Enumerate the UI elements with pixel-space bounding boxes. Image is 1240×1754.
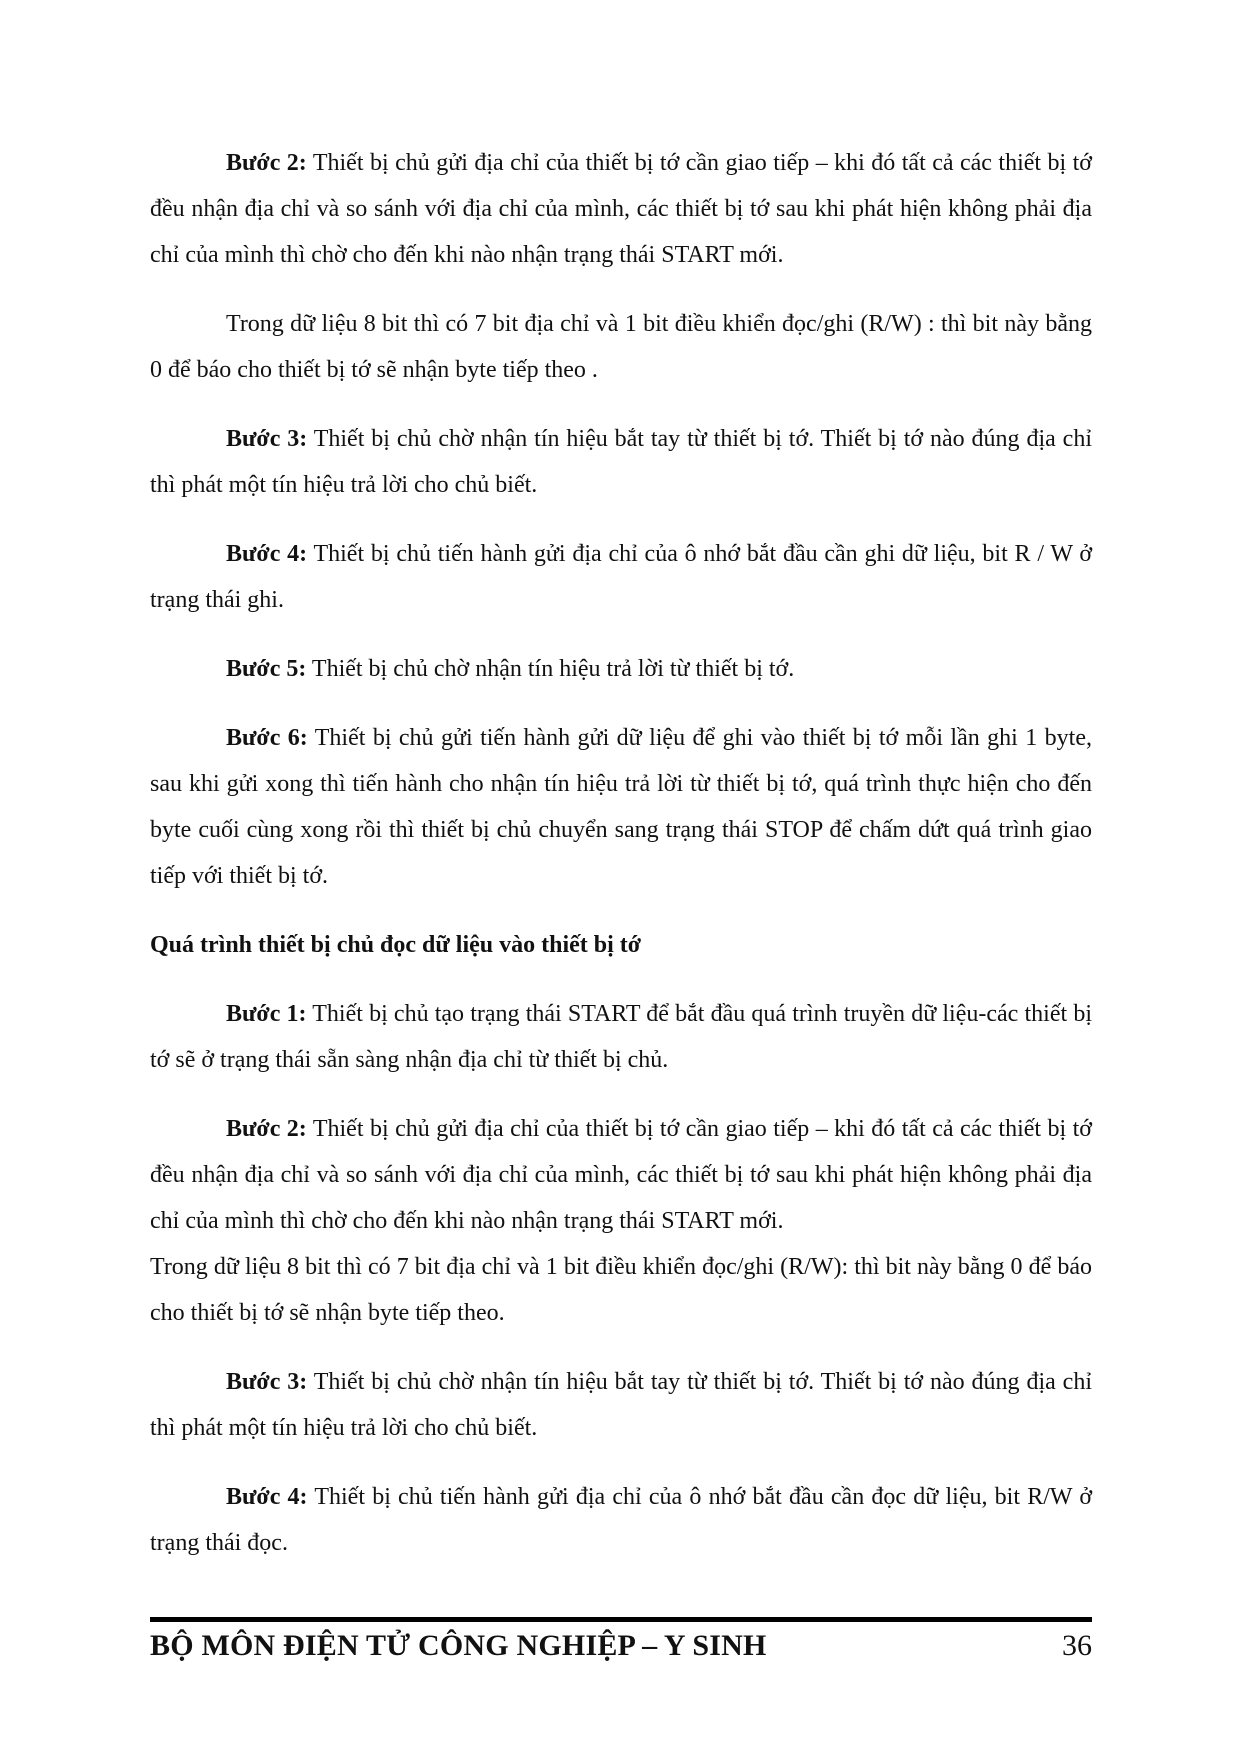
step-label: Bước 1: [226,1001,307,1027]
step-text: Thiết bị chủ gửi tiến hành gửi dữ liệu để ghi vào thiết bị tớ mỗi lần ghi 1 byte, sau khi gửi xong thì tiến hành cho nhận tín hiệu trả lời từ thiết bị tớ, quá trình thực hiện cho đến byte cuối cùng xong rồi thì thiết bị chủ chuyển sang trạng thái STOP để chấm dứt quá trình giao tiếp với thiết bị tớ. [150,725,1092,889]
footer-rule [150,1617,1092,1622]
step-text: Thiết bị chủ chờ nhận tín hiệu bắt tay từ thiết bị tớ. Thiết bị tớ nào đúng địa chỉ thì phát một tín hiệu trả lời cho chủ biết. [150,426,1092,498]
step-text: Thiết bị chủ chờ nhận tín hiệu trả lời từ thiết bị tớ. [306,656,795,682]
page-footer [150,1624,1092,1668]
step-text: Thiết bị chủ gửi địa chỉ của thiết bị tớ cần giao tiếp – khi đó tất cả các thiết bị tớ đều nhận địa chỉ và so sánh với địa chỉ của mình, các thiết bị tớ sau khi phát hiện không phải địa chỉ của mình thì chờ cho đến khi nào nhận trạng thái START mới. [150,1116,1093,1234]
step-text: Thiết bị chủ tạo trạng thái START để bắt đầu quá trình truyền dữ liệu-các thiết bị tớ sẽ ở trạng thái sẵn sàng nhận địa chỉ từ thiết bị chủ. [150,1001,1092,1073]
read-step-1 [150,991,1092,1083]
page-number: 36 [1062,1629,1092,1662]
step-text: Thiết bị chủ tiến hành gửi địa chỉ của ô nhớ bắt đầu cần đọc dữ liệu, bit R/W ở trạng thái đọc. [150,1484,1093,1556]
write-step-6 [150,715,1092,899]
read-step-4 [150,1474,1092,1566]
write-address-note [150,301,1092,393]
read-step-3 [150,1359,1092,1451]
step-label: Bước 4: [226,541,308,567]
write-step-4 [150,531,1092,623]
document-body [150,140,1092,1589]
step-text: Thiết bị chủ gửi địa chỉ của thiết bị tớ cần giao tiếp – khi đó tất cả các thiết bị tớ đều nhận địa chỉ và so sánh với địa chỉ của mình, các thiết bị tớ sau khi phát hiện không phải địa chỉ của mình thì chờ cho đến khi nào nhận trạng thái START mới. [150,150,1093,268]
footer-title: BỘ MÔN ĐIỆN TỬ CÔNG NGHIỆP – Y SINH [150,1629,767,1662]
write-step-3 [150,416,1092,508]
step-continuation: Trong dữ liệu 8 bit thì có 7 bit địa chỉ và 1 bit điều khiển đọc/ghi (R/W): thì bit này bằng 0 để báo cho thiết bị tớ sẽ nhận byte tiếp theo. [150,1254,1092,1326]
step-label: Bước 5: [226,656,307,682]
step-label: Bước 3: [226,426,308,452]
step-label: Bước 4: [226,1484,308,1510]
step-label: Bước 3: [226,1369,308,1395]
step-label: Bước 6: [226,725,308,751]
read-step-2-continuation [150,1244,1092,1336]
read-step-2 [150,1106,1092,1244]
step-text: Thiết bị chủ tiến hành gửi địa chỉ của ô nhớ bắt đầu cần ghi dữ liệu, bit R / W ở trạng thái ghi. [150,541,1093,613]
step-text: Thiết bị chủ chờ nhận tín hiệu bắt tay từ thiết bị tớ. Thiết bị tớ nào đúng địa chỉ thì phát một tín hiệu trả lời cho chủ biết. [150,1369,1092,1441]
paragraph-text: Trong dữ liệu 8 bit thì có 7 bit địa chỉ và 1 bit điều khiển đọc/ghi (R/W) : thì bit này bằng 0 để báo cho thiết bị tớ sẽ nhận byte tiếp theo . [150,311,1092,383]
step-label: Bước 2: [226,150,307,176]
write-step-2 [150,140,1092,278]
step-label: Bước 2: [226,1116,307,1142]
write-step-5 [150,646,1092,692]
section-heading: Quá trình thiết bị chủ đọc dữ liệu vào thiết bị tớ [150,932,642,958]
